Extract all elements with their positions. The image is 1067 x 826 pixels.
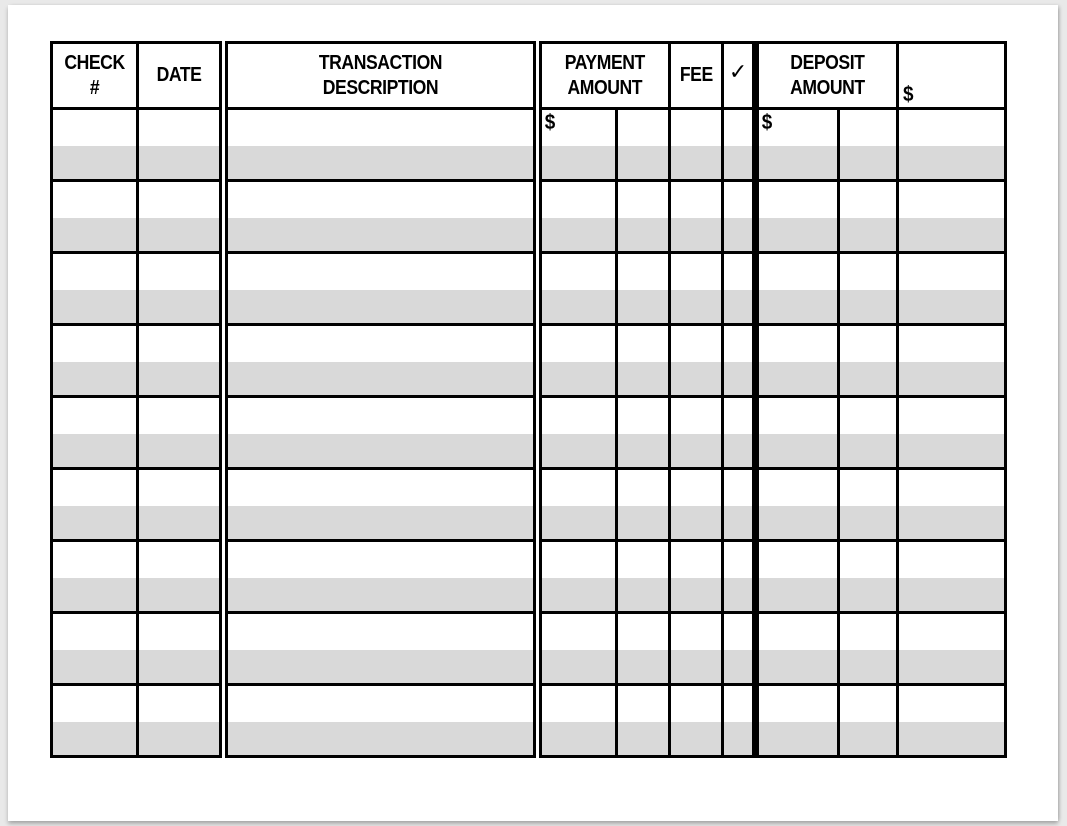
cell-description	[224, 685, 538, 722]
cell-payment-cents	[617, 434, 670, 469]
cell-deposit-dollars	[755, 109, 838, 146]
register-header	[52, 43, 1006, 109]
cell-cleared	[723, 685, 755, 722]
cell-fee	[669, 218, 723, 253]
cell-cleared	[723, 506, 755, 541]
header-payment-line1: PAYMENT	[564, 51, 645, 74]
cell-cleared	[723, 253, 755, 290]
cell-balance	[897, 434, 1005, 469]
payment-dollar-sign	[542, 194, 545, 195]
cell-balance	[897, 506, 1005, 541]
header-date	[138, 43, 224, 109]
cell-payment-dollars	[538, 181, 617, 218]
cell-cleared	[723, 650, 755, 685]
deposit-dollar-sign	[759, 410, 762, 411]
cell-check-number	[52, 290, 138, 325]
header-description-line2: DESCRIPTION	[322, 76, 439, 99]
cell-payment-cents	[617, 109, 670, 146]
cell-date	[138, 397, 224, 434]
deposit-dollar-sign	[759, 554, 762, 555]
cell-check-number	[52, 181, 138, 218]
header-deposit-line2: AMOUNT	[789, 76, 865, 99]
cell-description	[224, 325, 538, 362]
cell-balance	[897, 541, 1005, 578]
cell-cleared	[723, 541, 755, 578]
cell-date	[138, 469, 224, 506]
header-check-number	[52, 43, 138, 109]
entry-row	[52, 109, 1006, 146]
cell-deposit-cents	[838, 146, 897, 181]
cell-deposit-dollars	[755, 650, 838, 685]
deposit-dollar-sign	[759, 626, 762, 627]
cell-payment-dollars	[538, 253, 617, 290]
cell-check-number	[52, 722, 138, 757]
cell-fee	[669, 146, 723, 181]
cell-balance	[897, 218, 1005, 253]
entry-row	[52, 469, 1006, 506]
header-deposit-amount	[755, 43, 897, 109]
cell-cleared	[723, 397, 755, 434]
cell-fee	[669, 181, 723, 218]
cell-cleared	[723, 218, 755, 253]
cell-balance	[897, 650, 1005, 685]
cell-deposit-dollars	[755, 325, 838, 362]
cell-cleared	[723, 181, 755, 218]
cell-check-number	[52, 469, 138, 506]
header-balance	[897, 43, 1005, 109]
cell-cleared	[723, 362, 755, 397]
cell-balance	[897, 253, 1005, 290]
cell-payment-cents	[617, 469, 670, 506]
cell-description	[224, 218, 538, 253]
payment-dollar-sign	[542, 266, 545, 267]
entry-row	[52, 685, 1006, 722]
cell-balance	[897, 325, 1005, 362]
cell-payment-dollars	[538, 146, 617, 181]
cell-deposit-dollars	[755, 218, 838, 253]
header-check-line2: #	[89, 76, 100, 99]
entry-row-shaded	[52, 218, 1006, 253]
cell-fee	[669, 578, 723, 613]
header-payment-line2: AMOUNT	[567, 76, 643, 99]
deposit-dollar-sign	[759, 338, 762, 339]
entry-row-shaded	[52, 506, 1006, 541]
cell-cleared	[723, 434, 755, 469]
cell-fee	[669, 253, 723, 290]
cell-deposit-cents	[838, 434, 897, 469]
entry-row-shaded	[52, 650, 1006, 685]
cell-cleared	[723, 613, 755, 650]
entry-row-shaded	[52, 578, 1006, 613]
cell-description	[224, 469, 538, 506]
cell-deposit-dollars	[755, 541, 838, 578]
cell-description	[224, 434, 538, 469]
cell-payment-dollars	[538, 397, 617, 434]
cell-check-number	[52, 685, 138, 722]
cell-payment-cents	[617, 362, 670, 397]
cell-description	[224, 109, 538, 146]
entry-row-shaded	[52, 362, 1006, 397]
cell-deposit-cents	[838, 362, 897, 397]
cell-check-number	[52, 650, 138, 685]
cell-cleared	[723, 290, 755, 325]
cell-check-number	[52, 218, 138, 253]
cell-check-number	[52, 434, 138, 469]
cell-payment-dollars	[538, 434, 617, 469]
cell-date	[138, 109, 224, 146]
cell-balance	[897, 146, 1005, 181]
cell-date	[138, 434, 224, 469]
deposit-dollar-sign	[759, 482, 762, 483]
cell-deposit-cents	[838, 722, 897, 757]
cell-cleared	[723, 109, 755, 146]
cell-deposit-cents	[838, 325, 897, 362]
cell-cleared	[723, 325, 755, 362]
cell-payment-dollars	[538, 722, 617, 757]
cell-deposit-dollars	[755, 613, 838, 650]
cell-fee	[669, 613, 723, 650]
cell-fee	[669, 650, 723, 685]
deposit-dollar-sign	[759, 266, 762, 267]
cell-payment-dollars	[538, 109, 617, 146]
cell-fee	[669, 362, 723, 397]
cell-date	[138, 325, 224, 362]
cell-description	[224, 722, 538, 757]
cell-payment-cents	[617, 650, 670, 685]
cell-deposit-cents	[838, 253, 897, 290]
payment-dollar-sign	[542, 698, 545, 699]
cell-date	[138, 578, 224, 613]
cell-date	[138, 253, 224, 290]
payment-dollar-sign	[542, 482, 545, 483]
cell-balance	[897, 685, 1005, 722]
cell-payment-dollars	[538, 578, 617, 613]
cell-payment-cents	[617, 613, 670, 650]
payment-dollar-sign	[542, 554, 545, 555]
cell-payment-cents	[617, 541, 670, 578]
cell-payment-dollars	[538, 218, 617, 253]
header-fee	[669, 43, 723, 109]
cell-payment-cents	[617, 325, 670, 362]
cell-payment-cents	[617, 181, 670, 218]
cell-date	[138, 613, 224, 650]
cell-fee	[669, 685, 723, 722]
cell-payment-cents	[617, 290, 670, 325]
deposit-dollar-sign: $	[761, 111, 773, 134]
cell-payment-cents	[617, 218, 670, 253]
cell-payment-cents	[617, 253, 670, 290]
cell-balance	[897, 181, 1005, 218]
cell-payment-dollars	[538, 469, 617, 506]
cell-payment-dollars	[538, 541, 617, 578]
cell-payment-cents	[617, 146, 670, 181]
cell-description	[224, 650, 538, 685]
cell-check-number	[52, 362, 138, 397]
cell-deposit-cents	[838, 397, 897, 434]
cell-description	[224, 181, 538, 218]
cell-deposit-dollars	[755, 434, 838, 469]
balance-dollar-sign: $	[902, 83, 914, 106]
payment-dollar-sign	[542, 338, 545, 339]
cell-balance	[897, 578, 1005, 613]
cell-date	[138, 506, 224, 541]
cell-payment-dollars	[538, 362, 617, 397]
cell-date	[138, 362, 224, 397]
cell-payment-cents	[617, 578, 670, 613]
cell-check-number	[52, 506, 138, 541]
cell-check-number	[52, 109, 138, 146]
cell-check-number	[52, 578, 138, 613]
cell-deposit-dollars	[755, 578, 838, 613]
header-row	[52, 43, 1006, 109]
entry-row	[52, 325, 1006, 362]
payment-dollar-sign	[542, 410, 545, 411]
cell-cleared	[723, 469, 755, 506]
entry-row-shaded	[52, 722, 1006, 757]
cell-payment-cents	[617, 685, 670, 722]
header-transaction-description	[224, 43, 538, 109]
cell-payment-dollars	[538, 506, 617, 541]
cell-payment-dollars	[538, 613, 617, 650]
cell-check-number	[52, 146, 138, 181]
entry-row	[52, 253, 1006, 290]
cell-fee	[669, 397, 723, 434]
cell-balance	[897, 109, 1005, 146]
entry-row-shaded	[52, 434, 1006, 469]
cell-deposit-cents	[838, 506, 897, 541]
cell-deposit-dollars	[755, 397, 838, 434]
cell-deposit-dollars	[755, 253, 838, 290]
cell-deposit-cents	[838, 613, 897, 650]
entry-row	[52, 397, 1006, 434]
cell-deposit-cents	[838, 109, 897, 146]
register-body	[52, 109, 1006, 757]
deposit-dollar-sign	[759, 194, 762, 195]
check-register-table	[50, 41, 1007, 758]
entry-row	[52, 181, 1006, 218]
cell-check-number	[52, 613, 138, 650]
cell-cleared	[723, 146, 755, 181]
cell-description	[224, 362, 538, 397]
cell-deposit-dollars	[755, 722, 838, 757]
payment-dollar-sign: $	[544, 111, 556, 134]
cell-fee	[669, 722, 723, 757]
cell-description	[224, 290, 538, 325]
cell-deposit-cents	[838, 578, 897, 613]
cell-balance	[897, 613, 1005, 650]
cell-deposit-dollars	[755, 506, 838, 541]
cell-date	[138, 650, 224, 685]
cell-payment-cents	[617, 397, 670, 434]
cell-fee	[669, 541, 723, 578]
cell-deposit-dollars	[755, 469, 838, 506]
cell-date	[138, 218, 224, 253]
cell-date	[138, 685, 224, 722]
checkmark-icon: ✓	[728, 59, 748, 84]
cell-balance	[897, 469, 1005, 506]
cell-fee	[669, 109, 723, 146]
entry-row	[52, 613, 1006, 650]
header-description-line1: TRANSACTION	[318, 51, 443, 74]
cell-date	[138, 146, 224, 181]
cell-description	[224, 397, 538, 434]
cell-deposit-cents	[838, 541, 897, 578]
cell-date	[138, 722, 224, 757]
cell-deposit-dollars	[755, 181, 838, 218]
cell-description	[224, 506, 538, 541]
cell-deposit-dollars	[755, 146, 838, 181]
cell-cleared	[723, 722, 755, 757]
header-deposit-line1: DEPOSIT	[790, 51, 865, 74]
cell-deposit-dollars	[755, 362, 838, 397]
cell-deposit-cents	[838, 650, 897, 685]
cell-payment-dollars	[538, 290, 617, 325]
header-payment-amount	[538, 43, 670, 109]
cell-deposit-cents	[838, 469, 897, 506]
cell-deposit-cents	[838, 218, 897, 253]
cell-check-number	[52, 325, 138, 362]
header-date-label: DATE	[156, 64, 202, 86]
cell-balance	[897, 290, 1005, 325]
deposit-dollar-sign	[759, 698, 762, 699]
cell-fee	[669, 290, 723, 325]
cell-fee	[669, 506, 723, 541]
cell-description	[224, 541, 538, 578]
cell-deposit-cents	[838, 181, 897, 218]
cell-fee	[669, 325, 723, 362]
cell-cleared	[723, 578, 755, 613]
cell-check-number	[52, 541, 138, 578]
cell-check-number	[52, 397, 138, 434]
cell-date	[138, 290, 224, 325]
cell-balance	[897, 362, 1005, 397]
cell-fee	[669, 434, 723, 469]
cell-payment-cents	[617, 722, 670, 757]
cell-deposit-dollars	[755, 685, 838, 722]
cell-deposit-dollars	[755, 290, 838, 325]
cell-description	[224, 253, 538, 290]
cell-balance	[897, 722, 1005, 757]
cell-description	[224, 146, 538, 181]
cell-payment-dollars	[538, 650, 617, 685]
cell-check-number	[52, 253, 138, 290]
cell-date	[138, 181, 224, 218]
cell-description	[224, 578, 538, 613]
payment-dollar-sign	[542, 626, 545, 627]
entry-row-shaded	[52, 290, 1006, 325]
cell-payment-dollars	[538, 685, 617, 722]
cell-description	[224, 613, 538, 650]
cell-payment-dollars	[538, 325, 617, 362]
header-fee-label: FEE	[679, 64, 713, 86]
cell-fee	[669, 469, 723, 506]
cell-deposit-cents	[838, 685, 897, 722]
entry-row	[52, 541, 1006, 578]
header-cleared	[723, 43, 755, 109]
document-page	[8, 5, 1058, 821]
cell-deposit-cents	[838, 290, 897, 325]
cell-date	[138, 541, 224, 578]
cell-payment-cents	[617, 506, 670, 541]
cell-balance	[897, 397, 1005, 434]
header-check-line1: CHECK	[64, 51, 125, 74]
entry-row-shaded	[52, 146, 1006, 181]
